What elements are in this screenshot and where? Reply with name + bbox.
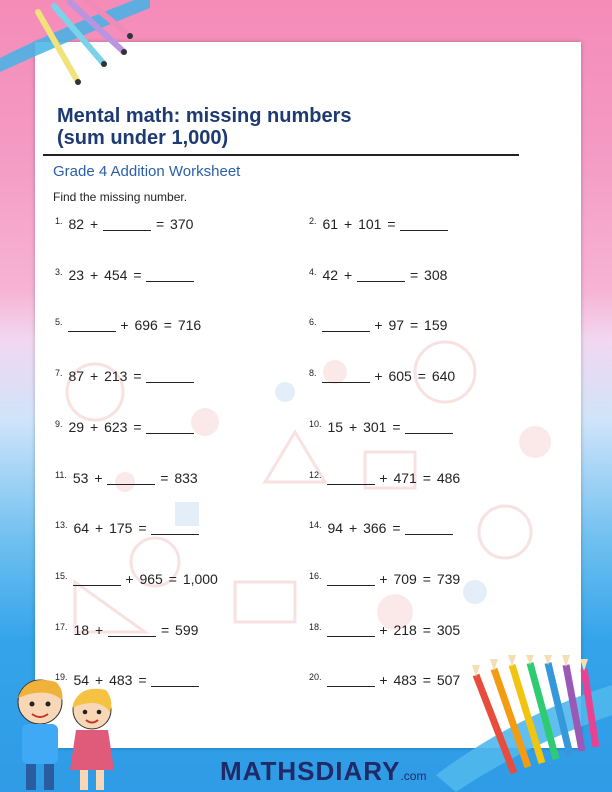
problem-2 <box>309 216 448 238</box>
equals-sign: = <box>160 622 170 638</box>
sum-value: 507 <box>436 672 461 688</box>
problem-17 <box>55 622 199 644</box>
problem-4 <box>309 267 448 289</box>
equals-sign: = <box>163 317 172 333</box>
addend-2: 213 <box>104 368 128 384</box>
plus-sign: + <box>379 571 388 587</box>
problem-11 <box>55 470 199 492</box>
equals-sign: = <box>422 672 431 688</box>
problem-number: 3. <box>55 267 63 277</box>
equals-sign: = <box>392 520 401 536</box>
equals-sign: = <box>417 368 426 384</box>
equals-sign: = <box>133 419 142 435</box>
addend-1: 87 <box>68 368 85 384</box>
plus-sign: + <box>348 520 358 536</box>
answer-blank[interactable] <box>108 623 156 637</box>
equals-sign: = <box>133 368 142 384</box>
plus-sign: + <box>379 470 388 486</box>
problem-3 <box>55 267 194 289</box>
equals-sign: = <box>422 470 431 486</box>
equals-sign: = <box>138 520 147 536</box>
logo-text: MATHSDIARY <box>220 756 401 786</box>
problem-number: 7. <box>55 368 63 378</box>
problem-13 <box>55 520 199 542</box>
logo-domain: .com <box>400 769 427 783</box>
sum-value: 599 <box>175 622 199 638</box>
problem-number: 10. <box>309 419 322 429</box>
plus-sign: + <box>89 267 99 283</box>
sum-value: 1,000 <box>182 571 218 587</box>
answer-blank[interactable] <box>103 217 151 231</box>
equals-sign: = <box>409 267 419 283</box>
addend-2: 175 <box>109 520 133 536</box>
plus-sign: + <box>374 368 383 384</box>
colored-pencils-decoration <box>436 655 612 792</box>
problem-number: 17. <box>55 622 68 632</box>
plus-sign: + <box>343 267 353 283</box>
problem-number: 1. <box>55 216 63 226</box>
problem-14 <box>309 520 453 542</box>
pens-decoration <box>0 0 150 100</box>
problem-number: 9. <box>55 419 63 429</box>
addend-2: 454 <box>104 267 128 283</box>
addend-1: 82 <box>68 216 85 232</box>
addend-2: 623 <box>104 419 128 435</box>
worksheet-page <box>35 42 581 748</box>
sum-value: 159 <box>424 317 448 333</box>
title-line-1: Mental math: missing numbers <box>57 105 352 127</box>
problem-number: 15. <box>55 571 68 581</box>
equals-sign: = <box>422 622 431 638</box>
addend-2: 301 <box>363 419 387 435</box>
plus-sign: + <box>89 419 99 435</box>
plus-sign: + <box>89 216 99 232</box>
plus-sign: + <box>120 317 129 333</box>
addend-1: 53 <box>72 470 89 486</box>
plus-sign: + <box>379 672 388 688</box>
equals-sign: = <box>409 317 419 333</box>
plus-sign: + <box>89 368 99 384</box>
answer-blank[interactable] <box>322 369 370 383</box>
plus-sign: + <box>94 672 104 688</box>
plus-sign: + <box>125 571 134 587</box>
problem-number: 19. <box>55 672 68 682</box>
problem-number: 14. <box>309 520 322 530</box>
problem-number: 4. <box>309 267 317 277</box>
plus-sign: + <box>343 216 353 232</box>
addend-1: 29 <box>68 419 85 435</box>
answer-blank[interactable] <box>405 521 453 535</box>
sum-value: 716 <box>177 317 202 333</box>
problem-number: 8. <box>309 368 317 378</box>
answer-blank[interactable] <box>357 268 405 282</box>
problem-1 <box>55 216 194 238</box>
equals-sign: = <box>387 216 396 232</box>
answer-blank[interactable] <box>146 369 194 383</box>
plus-sign: + <box>94 622 104 638</box>
addend-2: 709 <box>393 571 417 587</box>
plus-sign: + <box>379 622 388 638</box>
addend-2: 97 <box>388 317 405 333</box>
problem-number: 11. <box>55 470 67 480</box>
answer-blank[interactable] <box>68 318 116 332</box>
equals-sign: = <box>392 419 401 435</box>
addend-2: 218 <box>393 622 417 638</box>
problem-number: 2. <box>309 216 317 226</box>
answer-blank[interactable] <box>73 572 121 586</box>
answer-blank[interactable] <box>327 471 375 485</box>
answer-blank[interactable] <box>327 623 375 637</box>
addend-1: 23 <box>68 267 85 283</box>
instructions: Find the missing number. <box>53 190 188 204</box>
equals-sign: = <box>138 672 147 688</box>
problem-18 <box>309 622 461 644</box>
sum-value: 308 <box>424 267 448 283</box>
problem-number: 6. <box>309 317 317 327</box>
problem-15 <box>55 571 219 593</box>
plus-sign: + <box>348 419 358 435</box>
equals-sign: = <box>155 216 165 232</box>
addend-1: 42 <box>322 267 339 283</box>
sum-value: 640 <box>431 368 456 384</box>
answer-blank[interactable] <box>327 673 375 687</box>
answer-blank[interactable] <box>400 217 448 231</box>
problem-number: 16. <box>309 571 322 581</box>
problem-number: 18. <box>309 622 322 632</box>
plus-sign: + <box>374 317 383 333</box>
answer-blank[interactable] <box>327 572 375 586</box>
plus-sign: + <box>94 470 103 486</box>
mathsdiary-logo <box>220 756 426 788</box>
equals-sign: = <box>168 571 177 587</box>
plus-sign: + <box>94 520 104 536</box>
answer-blank[interactable] <box>322 318 370 332</box>
addend-2: 965 <box>139 571 163 587</box>
answer-blank[interactable] <box>151 521 199 535</box>
sum-value: 833 <box>174 470 198 486</box>
equals-sign: = <box>160 470 169 486</box>
sum-value: 739 <box>436 571 461 587</box>
addend-2: 471 <box>393 470 417 486</box>
problem-number: 5. <box>55 317 63 327</box>
problem-5 <box>55 317 202 339</box>
answer-blank[interactable] <box>405 420 453 434</box>
problem-7 <box>55 368 194 390</box>
sum-value: 305 <box>436 622 461 638</box>
addend-1: 94 <box>327 520 344 536</box>
addend-1: 18 <box>73 622 90 638</box>
addend-1: 54 <box>73 672 90 688</box>
answer-blank[interactable] <box>146 420 194 434</box>
children-illustration <box>2 672 140 792</box>
problem-10 <box>309 419 453 441</box>
problem-8 <box>309 368 456 390</box>
problem-number: 12. <box>309 470 322 480</box>
answer-blank[interactable] <box>107 471 155 485</box>
addend-1: 64 <box>73 520 90 536</box>
answer-blank[interactable] <box>151 673 199 687</box>
equals-sign: = <box>133 267 142 283</box>
addend-2: 366 <box>363 520 387 536</box>
addend-2: 101 <box>358 216 382 232</box>
addend-1: 15 <box>327 419 344 435</box>
problem-6 <box>309 317 448 339</box>
sum-value: 370 <box>170 216 194 232</box>
answer-blank[interactable] <box>146 268 194 282</box>
worksheet-subtitle: Grade 4 Addition Worksheet <box>53 163 241 180</box>
title-line-2: (sum under 1,000) <box>57 127 229 149</box>
problem-number: 13. <box>55 520 68 530</box>
sum-value: 486 <box>436 470 461 486</box>
problem-9 <box>55 419 194 441</box>
addend-2: 696 <box>134 317 158 333</box>
problem-12 <box>309 470 461 492</box>
addend-2: 483 <box>109 672 133 688</box>
problem-number: 20. <box>309 672 322 682</box>
addend-1: 61 <box>322 216 339 232</box>
problem-grid <box>35 42 581 748</box>
addend-2: 483 <box>393 672 417 688</box>
problem-16 <box>309 571 461 593</box>
equals-sign: = <box>422 571 431 587</box>
addend-2: 605 <box>388 368 412 384</box>
